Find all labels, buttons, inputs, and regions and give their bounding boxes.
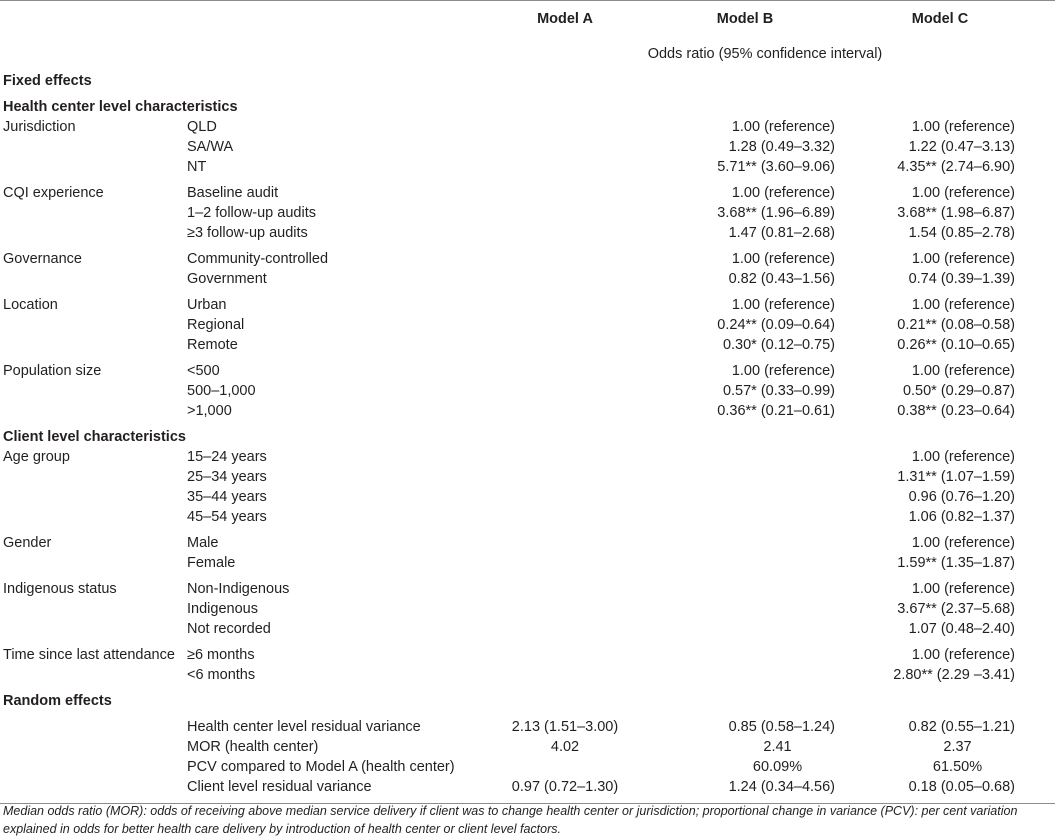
table-row <box>0 137 1055 157</box>
section-fixed-effects: Fixed effects <box>3 73 92 89</box>
table-row <box>0 401 1055 421</box>
table-row <box>0 203 1055 223</box>
model-c-value: 0.96 (0.76–1.20) <box>908 489 1015 505</box>
model-c-value: 1.00 (reference) <box>911 251 1015 267</box>
section-client: Client level characteristics <box>3 429 186 445</box>
category: Urban <box>187 297 227 313</box>
table-row <box>0 507 1055 527</box>
model-a-value: 2.13 (1.51–3.00) <box>511 719 619 735</box>
category: SA/WA <box>187 139 234 155</box>
model-b-value: 2.41 <box>763 739 792 755</box>
table-row <box>0 553 1055 573</box>
model-c-value: 1.00 (reference) <box>911 535 1015 551</box>
group-time-since-attendance <box>0 645 1055 685</box>
model-b-value: 3.68** (1.96–6.89) <box>717 205 835 221</box>
row-label: Governance <box>3 251 82 267</box>
model-c-value: 0.18 (0.05–0.68) <box>908 779 1015 795</box>
table-row <box>0 737 1055 757</box>
table-row <box>0 447 1055 467</box>
category: <6 months <box>187 667 256 683</box>
model-b-value: 1.24 (0.34–4.56) <box>728 779 835 795</box>
table-row <box>0 645 1055 665</box>
table-row <box>0 757 1055 777</box>
group-population-size <box>0 361 1055 421</box>
category: 15–24 years <box>187 449 267 465</box>
model-b-value: 1.00 (reference) <box>731 297 835 313</box>
category: Baseline audit <box>187 185 279 201</box>
model-c-value: 1.00 (reference) <box>911 297 1015 313</box>
group-gender <box>0 533 1055 573</box>
category: <500 <box>187 363 220 379</box>
table-row <box>0 619 1055 639</box>
model-b-value: 0.30* (0.12–0.75) <box>722 337 835 353</box>
model-c-value: 0.74 (0.39–1.39) <box>908 271 1015 287</box>
category: Female <box>187 555 236 571</box>
table-row <box>0 665 1055 685</box>
table-row <box>0 777 1055 797</box>
category: QLD <box>187 119 217 135</box>
table-row <box>0 315 1055 335</box>
category: Regional <box>187 317 245 333</box>
column-header-model-b: Model B <box>716 11 774 27</box>
model-b-value: 0.24** (0.09–0.64) <box>717 317 835 333</box>
group-location <box>0 295 1055 355</box>
model-b-value: 1.00 (reference) <box>731 119 835 135</box>
category: Government <box>187 271 267 287</box>
model-c-value: 1.59** (1.35–1.87) <box>897 555 1015 571</box>
group-cqi-experience <box>0 183 1055 243</box>
table-row <box>0 487 1055 507</box>
section-random-effects: Random effects <box>3 693 112 709</box>
table-row <box>0 335 1055 355</box>
model-c-value: 1.54 (0.85–2.78) <box>908 225 1015 241</box>
model-c-value: 1.00 (reference) <box>911 449 1015 465</box>
table-row <box>0 249 1055 269</box>
row-label: Jurisdiction <box>3 119 76 135</box>
model-b-value: 1.00 (reference) <box>731 363 835 379</box>
row-label: Location <box>3 297 58 313</box>
row-label: CQI experience <box>3 185 104 201</box>
model-b-value: 0.82 (0.43–1.56) <box>728 271 835 287</box>
model-b-value: 1.47 (0.81–2.68) <box>728 225 835 241</box>
category: MOR (health center) <box>187 739 319 755</box>
table-header <box>0 0 1055 71</box>
category: 1–2 follow-up audits <box>187 205 316 221</box>
model-c-value: 0.21** (0.08–0.58) <box>897 317 1015 333</box>
row-label: Population size <box>3 363 102 379</box>
category: PCV compared to Model A (health center) <box>187 759 455 775</box>
table-row <box>0 157 1055 177</box>
table-row <box>0 533 1055 553</box>
group-age <box>0 447 1055 527</box>
model-c-value: 2.37 <box>943 739 972 755</box>
group-jurisdiction <box>0 117 1055 177</box>
model-b-value: 1.00 (reference) <box>731 185 835 201</box>
table-row <box>0 467 1055 487</box>
model-c-value: 1.22 (0.47–3.13) <box>908 139 1015 155</box>
model-b-value: 1.00 (reference) <box>731 251 835 267</box>
group-random-effects <box>0 717 1055 797</box>
table-row <box>0 361 1055 381</box>
model-c-value: 0.82 (0.55–1.21) <box>908 719 1015 735</box>
category: ≥3 follow-up audits <box>187 225 308 241</box>
model-c-value: 3.67** (2.37–5.68) <box>897 601 1015 617</box>
row-label: Age group <box>3 449 70 465</box>
odds-ratio-subheader: Odds ratio (95% confidence interval) <box>647 46 883 62</box>
model-c-value: 1.31** (1.07–1.59) <box>897 469 1015 485</box>
category: >1,000 <box>187 403 232 419</box>
model-c-value: 1.00 (reference) <box>911 363 1015 379</box>
model-b-value: 0.85 (0.58–1.24) <box>728 719 835 735</box>
model-b-value: 1.28 (0.49–3.32) <box>728 139 835 155</box>
model-c-value: 1.07 (0.48–2.40) <box>908 621 1015 637</box>
category: 35–44 years <box>187 489 267 505</box>
row-label: Gender <box>3 535 52 551</box>
group-governance <box>0 249 1055 289</box>
table-row <box>0 579 1055 599</box>
group-indigenous-status <box>0 579 1055 639</box>
section-row <box>0 427 1055 447</box>
category: NT <box>187 159 207 175</box>
category: 500–1,000 <box>187 383 256 399</box>
section-row <box>0 691 1055 711</box>
table-row <box>0 599 1055 619</box>
table-row <box>0 183 1055 203</box>
model-b-value: 60.09% <box>752 759 803 775</box>
model-c-value: 1.00 (reference) <box>911 185 1015 201</box>
category: Not recorded <box>187 621 271 637</box>
model-c-value: 0.38** (0.23–0.64) <box>897 403 1015 419</box>
model-b-value: 5.71** (3.60–9.06) <box>717 159 835 175</box>
column-header-model-c: Model C <box>911 11 969 27</box>
table-row <box>0 269 1055 289</box>
row-label: Indigenous status <box>3 581 117 597</box>
category: Remote <box>187 337 238 353</box>
model-c-value: 2.80** (2.29 –3.41) <box>893 667 1015 683</box>
section-row <box>0 97 1055 117</box>
category: 25–34 years <box>187 469 267 485</box>
model-c-value: 1.06 (0.82–1.37) <box>908 509 1015 525</box>
category: Community-controlled <box>187 251 329 267</box>
column-header-model-a: Model A <box>537 11 593 27</box>
category: Non-Indigenous <box>187 581 290 597</box>
category: ≥6 months <box>187 647 255 663</box>
row-label: Time since last attendance <box>3 647 175 663</box>
category: Health center level residual variance <box>187 719 421 735</box>
category: Client level residual variance <box>187 779 372 795</box>
category: Indigenous <box>187 601 258 617</box>
model-c-value: 61.50% <box>932 759 983 775</box>
model-a-value: 4.02 <box>550 739 580 755</box>
model-c-value: 0.50* (0.29–0.87) <box>902 383 1015 399</box>
model-a-value: 0.97 (0.72–1.30) <box>511 779 619 795</box>
model-b-value: 0.36** (0.21–0.61) <box>717 403 835 419</box>
category: 45–54 years <box>187 509 267 525</box>
model-c-value: 0.26** (0.10–0.65) <box>897 337 1015 353</box>
table-row <box>0 295 1055 315</box>
model-c-value: 1.00 (reference) <box>911 647 1015 663</box>
table-row <box>0 223 1055 243</box>
model-c-value: 4.35** (2.74–6.90) <box>897 159 1015 175</box>
category: Male <box>187 535 219 551</box>
section-health-center: Health center level characteristics <box>3 99 238 115</box>
section-row <box>0 71 1055 91</box>
table-row <box>0 381 1055 401</box>
model-c-value: 1.00 (reference) <box>911 119 1015 135</box>
table-row <box>0 717 1055 737</box>
model-b-value: 0.57* (0.33–0.99) <box>722 383 835 399</box>
table-footnote: Median odds ratio (MOR): odds of receiving above median service delivery if client was to change health center or jurisdiction; proportional change in variance (PCV): per cent variation explained in odds for better health care delivery by introduction of health center or client level factors. <box>3 804 1018 836</box>
table-row <box>0 117 1055 137</box>
model-c-value: 3.68** (1.98–6.87) <box>897 205 1015 221</box>
model-c-value: 1.00 (reference) <box>911 581 1015 597</box>
